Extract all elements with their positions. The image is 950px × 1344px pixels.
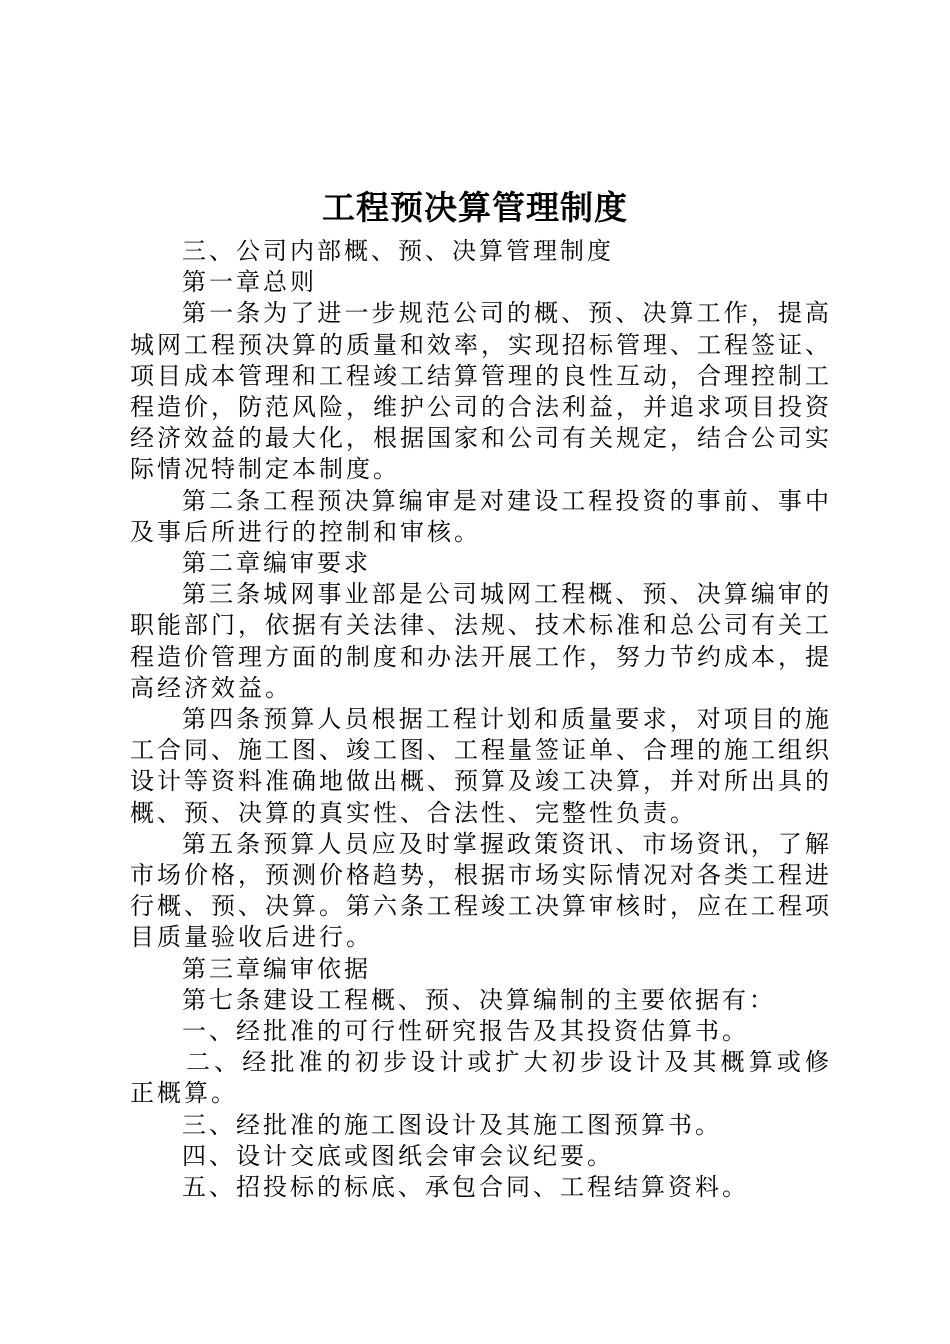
section-heading: 三、公司内部概、预、决算管理制度 xyxy=(182,237,614,265)
chapter-heading: 第三章编审依据 xyxy=(182,954,371,983)
chapter-heading: 第一章总则 xyxy=(182,268,317,297)
article-paragraph: 第一条为了进一步规范公司的概、预、决算工作，提高城网工程预决算的质量和效率，实现招标管理、工程签证、项目成本管理和工程竣工结算管理的良性互动，合理控制工程造价，防范风险，维护公司的合法利益，并追求项目投资经济效益的最大化，根据国家和公司有关规定，结合公司实际情况特制定本制度。 xyxy=(130,299,832,484)
article-paragraph: 第二条工程预决算编审是对建设工程投资的事前、事中及事后所进行的控制和审核。 xyxy=(130,486,832,546)
list-item: 四、设计交底或图纸会审会议纪要。 xyxy=(182,1141,614,1170)
article-paragraph: 第七条建设工程概、预、决算编制的主要依据有： xyxy=(182,985,776,1014)
chapter-heading: 第二章编审要求 xyxy=(182,549,371,578)
list-item: 一、经批准的可行性研究报告及其投资估算书。 xyxy=(182,1017,749,1046)
document-title: 工程预决算管理制度 xyxy=(322,188,628,227)
article-paragraph: 第四条预算人员根据工程计划和质量要求，对项目的施工合同、施工图、竣工图、工程量签证单、合理的施工组织设计等资料准确地做出概、预算及竣工决算，并对所出具的概、预、决算的真实性、合法性、完整性负责。 xyxy=(130,705,832,827)
article-paragraph: 第五条预算人员应及时掌握政策资讯、市场资讯，了解市场价格，预测价格趋势，根据市场实际情况对各类工程进行概、预、决算。第六条工程竣工决算审核时，应在工程项目质量验收后进行。 xyxy=(130,829,832,952)
document-body xyxy=(130,236,832,1203)
list-item: 三、经批准的施工图设计及其施工图预算书。 xyxy=(182,1110,722,1139)
list-item: 二、经批准的初步设计或扩大初步设计及其概算或修正概算。 xyxy=(130,1048,832,1108)
article-paragraph: 第三条城网事业部是公司城网工程概、预、决算编审的职能部门，依据有关法律、法规、技术标准和总公司有关工程造价管理方面的制度和办法开展工作，努力节约成本，提高经济效益。 xyxy=(130,580,832,702)
list-item: 五、招投标的标底、承包合同、工程结算资料。 xyxy=(182,1173,749,1202)
